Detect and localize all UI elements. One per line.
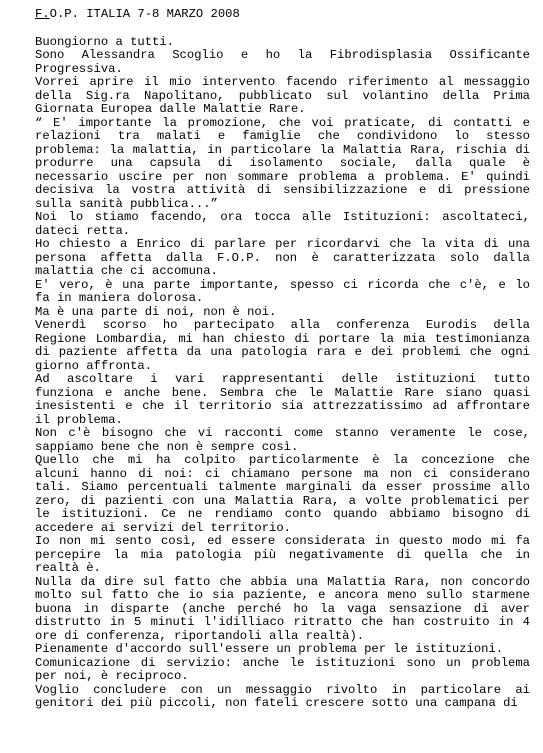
text-line: sulla sanità pubblica...”	[35, 196, 218, 211]
paragraph	[35, 454, 530, 535]
text-line: Vorrei aprire il mio intervento facendo riferimento al messaggio	[35, 75, 530, 89]
text-line: le istituzioni. Ce ne rendiamo conto quando abbiamo bisogno di	[35, 507, 530, 521]
text-line: dateci retta.	[35, 223, 131, 238]
text-line: giorno affronta.	[35, 358, 153, 373]
paragraph	[35, 211, 530, 238]
text-line: Progressiva.	[35, 61, 123, 76]
text-line: buona in disparte (anche perché ho la vaga sensazione di aver	[35, 601, 530, 616]
text-line: inesistenti e che il territorio sia attrezzatissimo ad affrontare	[35, 399, 530, 413]
text-line: Io non mi sento così, ed essere considerata in questo modo mi fa	[35, 534, 530, 548]
text-line: Sono Alessandra Scoglio e ho la Fibrodisplasia Ossificante	[35, 48, 530, 62]
text-line: Ad ascoltare i vari rappresentanti delle istituzioni tutto	[35, 372, 530, 386]
text-line: necessario uscire per non sommare problema a problema. E' quindi	[35, 169, 530, 184]
text-line: della Sig.ra Napolitano, pubblicato sul volantino della Prima	[35, 88, 530, 103]
paragraph	[35, 427, 530, 454]
paragraph	[35, 36, 530, 50]
text-line: malattia che ci accomuna.	[35, 264, 218, 278]
text-line: fa in maniera dolorosa.	[35, 291, 204, 305]
text-line: Ma è una parte di noi, non è noi.	[35, 304, 277, 319]
text-line: Comunicazione di servizio: anche le istituzioni sono un problema	[35, 655, 530, 670]
document-title: F.O.P. ITALIA 7-8 MARZO 2008	[35, 7, 240, 21]
document-page	[35, 8, 530, 711]
text-line: decisiva la vostra attività di sensibilizzazione e di pressione	[35, 183, 530, 197]
paragraph	[35, 306, 530, 320]
paragraph	[35, 657, 530, 684]
text-line: tali. Siamo percentuali talmente marginali da esser prossime allo	[35, 480, 530, 494]
text-line: sappiamo bene che non è sempre così.	[35, 439, 299, 454]
paragraph	[35, 684, 530, 711]
paragraph	[35, 238, 530, 279]
paragraph	[35, 373, 530, 427]
document-body	[35, 36, 530, 711]
text-line: distrutto in 5 minuti l'idilliaco ritratto che han costruito in 4	[35, 615, 530, 629]
text-line: Non c'è bisogno che vi racconti come stanno veramente le cose,	[35, 426, 530, 440]
text-line: Buongiorno a tutti.	[35, 34, 174, 49]
text-line: persona affetta dalla F.O.P. non è caratterizzata solo dalla	[35, 250, 530, 265]
paragraph	[35, 49, 530, 76]
text-line: Quello che mi ha colpito particolarmente è la concezione che	[35, 453, 530, 467]
paragraph	[35, 576, 530, 644]
text-line: genitori dei più piccoli, non fateli crescere sotto una campana di	[35, 696, 518, 710]
paragraph	[35, 319, 530, 373]
text-line: accedere ai servizi del territorio.	[35, 520, 291, 535]
paragraph	[35, 535, 530, 576]
text-line: realtà è.	[35, 561, 101, 575]
paragraph	[35, 643, 530, 657]
paragraph	[35, 117, 530, 212]
text-line: molto sul fatto che io sia paziente, e ancora meno sullo starmene	[35, 588, 530, 602]
text-line: di paziente affetta da una patologia rara e dei problemi che ogni	[35, 345, 530, 359]
text-line: Nulla da dire sul fatto che abbia una Malattia Rara, non concordo	[35, 574, 530, 589]
text-line: alcuni hanno di noi: ci chiamano persone ma non ci considerano	[35, 466, 530, 481]
text-line: ore di conferenza, riportandoli alla realtà).	[35, 628, 365, 643]
text-line: Venerdì scorso ho partecipato alla conferenza Eurodis della	[35, 318, 530, 332]
text-line: Noi lo stiamo facendo, ora tocca alle Istituzioni: ascoltateci,	[35, 210, 530, 224]
text-line: problema: la malattia, in particolare la Malattia Rara, rischia di	[35, 142, 530, 157]
text-line: relazioni tra malati e famiglie che condividono lo stesso	[35, 129, 530, 143]
text-line: per noi, è reciproco.	[35, 669, 189, 683]
text-line: “ E' importante la promozione, che voi praticate, di contatti e	[35, 115, 530, 130]
text-line: Giornata Europea dalle Malattie Rare.	[35, 102, 306, 116]
text-line: zero, di pazienti con una Malattia Rara, a volte problematici per	[35, 493, 530, 508]
paragraph	[35, 279, 530, 306]
text-line: E' vero, è una parte importante, spesso ci ricorda che c'è, e lo	[35, 277, 530, 292]
paragraph	[35, 76, 530, 117]
text-line: Regione Lombardia, mi han chiesto di portare la mia testimonianza	[35, 331, 530, 346]
text-line: Voglio concludere con un messaggio rivolto in particolare ai	[35, 682, 530, 697]
text-line: Ho chiesto a Enrico di parlare per ricordarvi che la vita di una	[35, 237, 530, 251]
text-line: Pienamente d'accordo sull'essere un problema per le istituzioni.	[35, 642, 504, 656]
text-line: funziona e anche bene. Sembra che le Malattie Rare siano quasi	[35, 385, 530, 400]
text-line: percepire la mia patologia più negativamente di quella che in	[35, 547, 530, 562]
text-line: produrre una capsula di isolamento sociale, dalla quale è	[35, 156, 530, 170]
text-line: il problema.	[35, 412, 123, 427]
